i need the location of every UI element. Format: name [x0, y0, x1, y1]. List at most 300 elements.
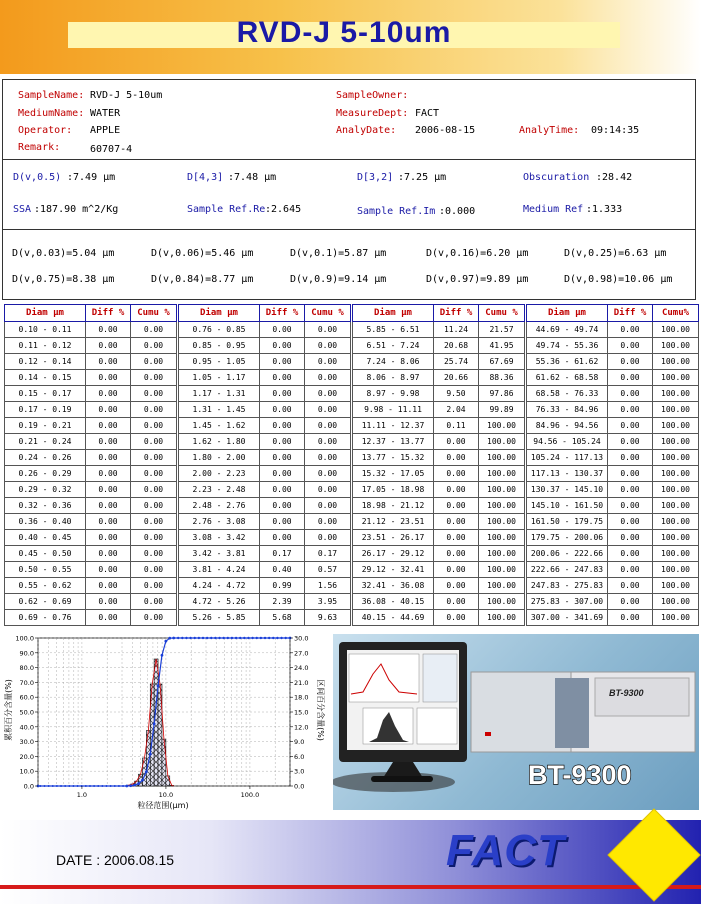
diff-cell: 9.50 [434, 386, 479, 402]
diam-cell: 0.19 - 0.21 [5, 418, 86, 434]
table-row [5, 450, 177, 466]
diam-cell: 23.51 - 26.17 [353, 530, 434, 546]
table-row [353, 546, 525, 562]
diam-cell: 8.06 - 8.97 [353, 370, 434, 386]
footer-red-line [0, 885, 701, 889]
diff-cell: 0.00 [260, 514, 305, 530]
diam-cell: 130.37 - 145.10 [527, 482, 608, 498]
x-tick-label: 1.0 [76, 791, 88, 799]
cumu-cell: 100.00 [653, 466, 699, 482]
percentile-dv016: D(v,0.16)=6.20 μm [426, 248, 529, 259]
cumu-cell: 0.00 [131, 418, 177, 434]
cumu-cell: 0.00 [305, 466, 351, 482]
table-row [353, 386, 525, 402]
obscuration-label: Obscuration [523, 172, 590, 183]
cumulative-point [114, 785, 116, 787]
diff-cell: 0.00 [434, 594, 479, 610]
cumu-cell: 0.00 [131, 578, 177, 594]
diff-cell: 0.00 [608, 450, 653, 466]
table-row [5, 578, 177, 594]
diam-cell: 40.15 - 44.69 [353, 610, 434, 626]
cumu-cell: 0.00 [305, 402, 351, 418]
cumu-cell: 100.00 [653, 322, 699, 338]
diff-cell: 5.68 [260, 610, 305, 626]
diff-cell: 0.00 [608, 418, 653, 434]
cumu-cell: 3.95 [305, 594, 351, 610]
table-row [527, 418, 699, 434]
table-row [179, 402, 351, 418]
table-row [179, 386, 351, 402]
diff-cell: 0.00 [86, 370, 131, 386]
cumulative-point [133, 784, 136, 787]
cumu-cell: 100.00 [653, 594, 699, 610]
x-tick-label: 10.0 [158, 791, 174, 799]
cumulative-point [284, 637, 286, 639]
diam-cell: 0.10 - 0.11 [5, 322, 86, 338]
diam-cell: 17.05 - 18.98 [353, 482, 434, 498]
cumu-cell: 100.00 [653, 514, 699, 530]
cumu-cell: 100.00 [653, 610, 699, 626]
cumulative-point [231, 637, 233, 639]
diam-cell: 55.36 - 61.62 [527, 354, 608, 370]
diff-cell: 0.00 [86, 562, 131, 578]
dv05-value: :7.49 μm [67, 172, 116, 183]
diam-cell: 11.11 - 12.37 [353, 418, 434, 434]
diam-cell: 0.85 - 0.95 [179, 338, 260, 354]
cumulative-point [125, 785, 128, 788]
diff-cell: 0.00 [86, 354, 131, 370]
diam-cell: 29.12 - 32.41 [353, 562, 434, 578]
percentile-dv098: D(v,0.98)=10.06 μm [564, 274, 673, 285]
diam-cell: 1.17 - 1.31 [179, 386, 260, 402]
size-table-group-3 [352, 304, 525, 626]
table-row [5, 498, 177, 514]
diam-cell: 0.21 - 0.24 [5, 434, 86, 450]
monitor-icon [339, 642, 467, 782]
diff-cell: 0.00 [608, 434, 653, 450]
y-right-tick-label: 27.0 [294, 649, 309, 658]
diff-cell: 0.00 [434, 466, 479, 482]
table-row [5, 466, 177, 482]
cumu-cell: 0.00 [305, 354, 351, 370]
diam-cell: 12.37 - 13.77 [353, 434, 434, 450]
table-row [5, 418, 177, 434]
diam-cell: 0.11 - 0.12 [5, 338, 86, 354]
cumulative-point [227, 637, 229, 639]
cumu-cell: 100.00 [653, 482, 699, 498]
diff-cell: 0.00 [608, 498, 653, 514]
col-header-diff: Diff % [260, 305, 305, 322]
remark-label: Remark: [18, 142, 61, 153]
cumulative-point [68, 785, 70, 787]
cumu-cell: 99.89 [479, 402, 525, 418]
table-row [179, 482, 351, 498]
cumulative-point [85, 785, 87, 787]
diff-cell: 0.00 [260, 402, 305, 418]
table-row [353, 338, 525, 354]
diff-cell: 0.00 [86, 594, 131, 610]
analy-time-value: 09:14:35 [591, 125, 640, 136]
table-row [527, 498, 699, 514]
cumulative-point [168, 637, 171, 640]
cumulative-point [39, 785, 41, 787]
diam-cell: 1.05 - 1.17 [179, 370, 260, 386]
table-row [179, 610, 351, 626]
diam-cell: 0.95 - 1.05 [179, 354, 260, 370]
diff-bar [166, 776, 170, 786]
y-right-tick-label: 9.0 [294, 738, 305, 747]
table-row [527, 610, 699, 626]
col-header-diff: Diff % [608, 305, 653, 322]
cumulative-point [164, 640, 167, 643]
percentile-dv075: D(v,0.75)=8.38 μm [12, 274, 115, 285]
diam-cell: 200.06 - 222.66 [527, 546, 608, 562]
diff-cell: 0.00 [86, 322, 131, 338]
diff-cell: 0.00 [608, 594, 653, 610]
table-row [527, 546, 699, 562]
table-row [353, 402, 525, 418]
sample-ref-re-value: :2.645 [265, 204, 302, 215]
cumu-cell: 0.00 [131, 562, 177, 578]
cumu-cell: 100.00 [653, 402, 699, 418]
cumulative-point [177, 637, 179, 639]
diam-cell: 0.36 - 0.40 [5, 514, 86, 530]
y-left-tick-label: 50.0 [19, 708, 34, 717]
medium-name-value: WATER [90, 108, 121, 119]
cumulative-point [264, 637, 266, 639]
table-row [353, 514, 525, 530]
diam-cell: 3.42 - 3.81 [179, 546, 260, 562]
y-left-tick-label: 40.0 [19, 723, 34, 732]
diff-cell: 0.00 [260, 482, 305, 498]
diff-cell: 0.00 [260, 434, 305, 450]
diam-cell: 1.62 - 1.80 [179, 434, 260, 450]
cumu-cell: 100.00 [479, 466, 525, 482]
table-row [5, 434, 177, 450]
diam-cell: 6.51 - 7.24 [353, 338, 434, 354]
diff-cell: 0.11 [434, 418, 479, 434]
cumu-cell: 100.00 [479, 578, 525, 594]
diam-cell: 117.13 - 130.37 [527, 466, 608, 482]
cumu-cell: 0.00 [131, 402, 177, 418]
yellow-diamond-icon [606, 807, 701, 903]
cumu-cell: 100.00 [479, 482, 525, 498]
diff-cell: 0.00 [608, 610, 653, 626]
table-row [179, 322, 351, 338]
diam-cell: 3.81 - 4.24 [179, 562, 260, 578]
cumu-cell: 100.00 [653, 498, 699, 514]
cumu-cell: 0.00 [131, 450, 177, 466]
diff-cell: 0.40 [260, 562, 305, 578]
table-row [527, 434, 699, 450]
table-row [353, 322, 525, 338]
diff-cell: 0.17 [260, 546, 305, 562]
table-row [5, 322, 177, 338]
diam-cell: 5.26 - 5.85 [179, 610, 260, 626]
sample-ref-re-label: Sample Ref.Re [187, 204, 266, 215]
table-row [527, 514, 699, 530]
table-row [353, 530, 525, 546]
cumulative-point [247, 637, 249, 639]
cumu-cell: 100.00 [479, 498, 525, 514]
diam-cell: 0.12 - 0.14 [5, 354, 86, 370]
cumulative-point [276, 637, 278, 639]
diff-cell: 0.00 [86, 450, 131, 466]
diff-cell: 0.00 [260, 338, 305, 354]
cumulative-point [157, 684, 160, 687]
cumu-cell: 100.00 [653, 354, 699, 370]
diff-cell: 0.00 [434, 450, 479, 466]
diff-cell: 0.00 [434, 514, 479, 530]
table-row [179, 466, 351, 482]
diam-cell: 0.26 - 0.29 [5, 466, 86, 482]
table-row [353, 610, 525, 626]
cumu-cell: 0.00 [131, 594, 177, 610]
cumulative-point [56, 785, 58, 787]
cumulative-point [280, 637, 282, 639]
diff-bar [162, 739, 166, 786]
cumu-cell: 0.00 [131, 530, 177, 546]
measure-dept-label: MeasureDept: [336, 108, 409, 119]
y-right-tick-label: 3.0 [294, 767, 305, 776]
diff-cell: 0.00 [260, 370, 305, 386]
y-left-tick-label: 20.0 [19, 752, 34, 761]
y-right-tick-label: 18.0 [294, 693, 309, 702]
report-date: DATE : 2006.08.15 [56, 852, 175, 868]
y-left-tick-label: 100.0 [15, 634, 34, 643]
report-title: RVD-J 5-10um [236, 16, 452, 49]
diff-cell: 0.00 [86, 402, 131, 418]
diam-cell: 76.33 - 84.96 [527, 402, 608, 418]
ssa-label: SSA [13, 204, 32, 215]
device-small-label: BT-9300 [609, 688, 644, 698]
table-row [527, 530, 699, 546]
diff-cell: 0.00 [86, 386, 131, 402]
table-row [5, 514, 177, 530]
col-header-cumu: Cumu% [653, 305, 699, 322]
table-row [353, 482, 525, 498]
diff-cell: 0.00 [608, 530, 653, 546]
cumu-cell: 21.57 [479, 322, 525, 338]
analy-time-label: AnalyTime: [519, 125, 580, 136]
cumu-cell: 0.00 [305, 498, 351, 514]
cumulative-point [235, 637, 237, 639]
diff-cell: 0.00 [608, 562, 653, 578]
diff-cell: 0.00 [434, 530, 479, 546]
medium-name-label: MediumName: [18, 108, 85, 119]
cumulative-point [43, 785, 45, 787]
cumulative-point [256, 637, 258, 639]
diff-cell: 20.68 [434, 338, 479, 354]
dv05-label: D(v,0.5) [13, 172, 62, 183]
cumulative-point [64, 785, 66, 787]
diff-cell: 0.00 [608, 402, 653, 418]
cumu-cell: 0.00 [305, 370, 351, 386]
diam-cell: 1.80 - 2.00 [179, 450, 260, 466]
diam-cell: 26.17 - 29.12 [353, 546, 434, 562]
cumulative-point [198, 637, 200, 639]
diam-cell: 94.56 - 105.24 [527, 434, 608, 450]
cumu-cell: 100.00 [479, 418, 525, 434]
sample-ref-im-value: :0.000 [439, 206, 476, 217]
cumulative-point [106, 785, 108, 787]
table-row [527, 386, 699, 402]
diam-cell: 9.98 - 11.11 [353, 402, 434, 418]
cumulative-point [97, 785, 99, 787]
cumu-cell: 0.00 [131, 434, 177, 450]
table-row [527, 562, 699, 578]
diam-cell: 0.55 - 0.62 [5, 578, 86, 594]
sample-owner-label: SampleOwner: [336, 90, 409, 101]
cumu-cell: 100.00 [653, 370, 699, 386]
diff-cell: 0.00 [434, 482, 479, 498]
diam-cell: 8.97 - 9.98 [353, 386, 434, 402]
cumulative-point [181, 637, 183, 639]
x-axis-label: 粒径范围(μm) [137, 801, 189, 810]
table-row [179, 450, 351, 466]
diam-cell: 275.83 - 307.00 [527, 594, 608, 610]
cumu-cell: 0.00 [131, 386, 177, 402]
diff-cell: 2.39 [260, 594, 305, 610]
y-right-tick-label: 0.0 [294, 782, 305, 791]
table-row [353, 354, 525, 370]
table-row [179, 530, 351, 546]
cumu-cell: 100.00 [653, 562, 699, 578]
y-left-tick-label: 30.0 [19, 738, 34, 747]
cumu-cell: 0.00 [131, 514, 177, 530]
size-table-group-2 [178, 304, 351, 626]
diff-cell: 0.00 [86, 434, 131, 450]
cumu-cell: 9.63 [305, 610, 351, 626]
medium-ref-value: :1.333 [586, 204, 623, 215]
diam-cell: 179.75 - 200.06 [527, 530, 608, 546]
cumulative-point [268, 637, 270, 639]
col-header-diam: Diam μm [353, 305, 434, 322]
diff-cell: 0.00 [434, 434, 479, 450]
diam-cell: 222.66 - 247.83 [527, 562, 608, 578]
analy-date-label: AnalyDate: [336, 125, 397, 136]
diam-cell: 0.14 - 0.15 [5, 370, 86, 386]
diff-cell: 0.00 [260, 322, 305, 338]
cumu-cell: 0.00 [131, 354, 177, 370]
diam-cell: 105.24 - 117.13 [527, 450, 608, 466]
diam-cell: 15.32 - 17.05 [353, 466, 434, 482]
y-axis-right-label: 区间百分含量(%) [316, 679, 325, 741]
diam-cell: 3.08 - 3.42 [179, 530, 260, 546]
percentile-dv084: D(v,0.84)=8.77 μm [151, 274, 254, 285]
table-row [527, 594, 699, 610]
percentile-dv006: D(v,0.06)=5.46 μm [151, 248, 254, 259]
diff-cell: 0.00 [260, 498, 305, 514]
ssa-value: :187.90 m^2/Kg [34, 204, 119, 215]
medium-ref-label: Medium Ref [523, 204, 584, 215]
diam-cell: 5.85 - 6.51 [353, 322, 434, 338]
cumu-cell: 0.17 [305, 546, 351, 562]
cumu-cell: 0.00 [131, 498, 177, 514]
cumulative-point [189, 637, 191, 639]
diam-cell: 0.45 - 0.50 [5, 546, 86, 562]
table-row [179, 418, 351, 434]
diam-cell: 7.24 - 8.06 [353, 354, 434, 370]
diam-cell: 145.10 - 161.50 [527, 498, 608, 514]
y-left-tick-label: 0.0 [23, 782, 34, 791]
diff-cell: 0.00 [86, 610, 131, 626]
diam-cell: 0.50 - 0.55 [5, 562, 86, 578]
diam-cell: 0.76 - 0.85 [179, 322, 260, 338]
measure-dept-value: FACT [415, 108, 440, 119]
table-row [179, 354, 351, 370]
y-right-tick-label: 15.0 [294, 708, 309, 717]
cumulative-point [101, 785, 103, 787]
diam-cell: 4.24 - 4.72 [179, 578, 260, 594]
cumulative-point [72, 785, 74, 787]
diam-cell: 21.12 - 23.51 [353, 514, 434, 530]
diff-cell: 0.00 [434, 498, 479, 514]
table-row [5, 402, 177, 418]
diam-cell: 0.32 - 0.36 [5, 498, 86, 514]
size-table-group-1 [4, 304, 177, 626]
cumulative-point [218, 637, 220, 639]
col-header-diam: Diam μm [5, 305, 86, 322]
diam-cell: 68.58 - 76.33 [527, 386, 608, 402]
y-left-tick-label: 70.0 [19, 678, 34, 687]
cumu-cell: 0.00 [131, 610, 177, 626]
y-left-tick-label: 90.0 [19, 649, 34, 658]
diff-cell: 0.00 [260, 386, 305, 402]
obscuration-value: :28.42 [596, 172, 633, 183]
diam-cell: 2.76 - 3.08 [179, 514, 260, 530]
diff-cell: 25.74 [434, 354, 479, 370]
table-row [527, 578, 699, 594]
table-row [527, 354, 699, 370]
percentile-dv09: D(v,0.9)=9.14 μm [290, 274, 387, 285]
sample-name-label: SampleName: [18, 90, 85, 101]
diff-cell: 11.24 [434, 322, 479, 338]
cumulative-point [149, 753, 152, 756]
percentile-dv003: D(v,0.03)=5.04 μm [12, 248, 115, 259]
cumulative-point [153, 723, 156, 726]
cumu-cell: 0.00 [131, 546, 177, 562]
cumu-cell: 100.00 [479, 514, 525, 530]
table-row [5, 370, 177, 386]
cumu-cell: 0.00 [131, 322, 177, 338]
diff-cell: 0.00 [434, 546, 479, 562]
cumu-cell: 100.00 [653, 546, 699, 562]
cumu-cell: 0.57 [305, 562, 351, 578]
diff-cell: 0.00 [608, 482, 653, 498]
table-row [527, 338, 699, 354]
table-row [179, 562, 351, 578]
cumulative-point [260, 637, 262, 639]
percentiles-box [2, 229, 696, 300]
cumu-cell: 0.00 [305, 530, 351, 546]
y-right-tick-label: 21.0 [294, 678, 309, 687]
table-row [527, 450, 699, 466]
cumu-cell: 0.00 [305, 338, 351, 354]
cumulative-point [118, 785, 120, 787]
cumulative-point [52, 785, 54, 787]
cumulative-point [239, 637, 241, 639]
operator-label: Operator: [18, 125, 73, 136]
cumulative-point [89, 785, 91, 787]
diff-cell: 20.66 [434, 370, 479, 386]
x-tick-label: 100.0 [240, 791, 260, 799]
table-row [527, 466, 699, 482]
diff-cell: 0.00 [260, 466, 305, 482]
cumu-cell: 0.00 [131, 338, 177, 354]
stats-box [2, 159, 696, 231]
table-row [527, 322, 699, 338]
